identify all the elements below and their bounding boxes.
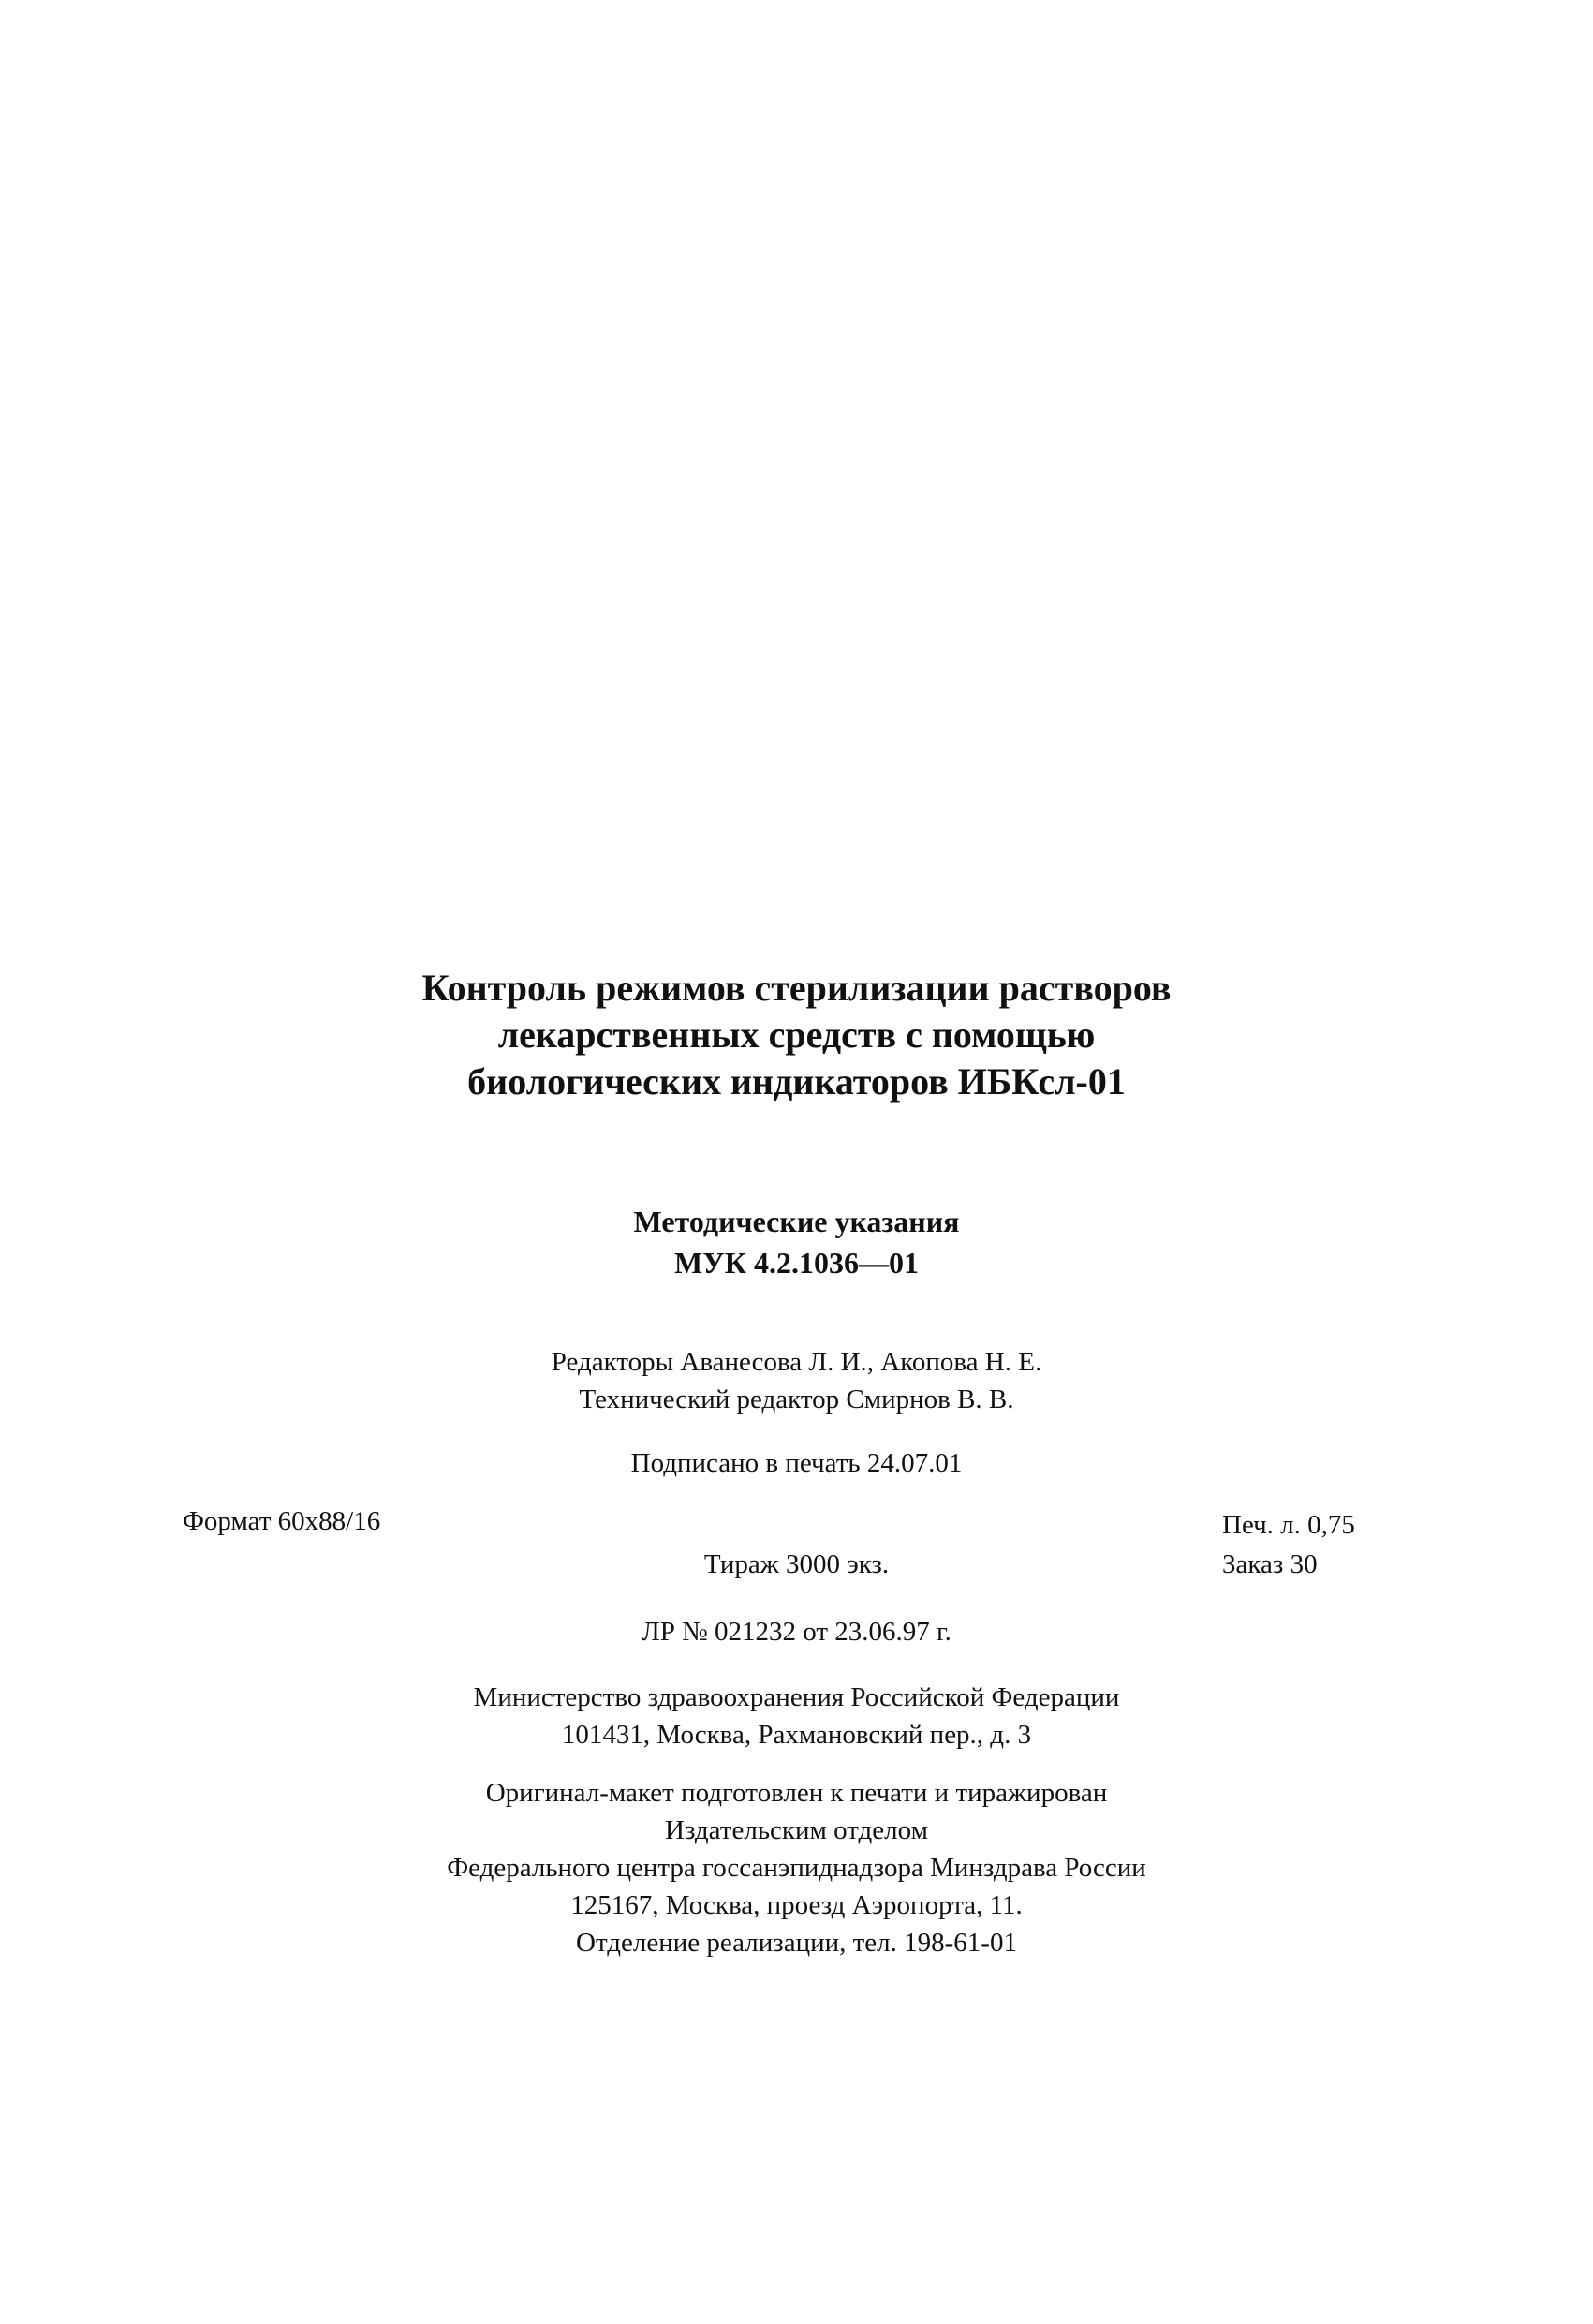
publisher-line-2: Издательским отделом bbox=[665, 1815, 928, 1845]
editors-block bbox=[0, 1343, 1593, 1418]
imprint-print-run-block bbox=[0, 1546, 1593, 1583]
title-line-2: лекарственных средств с помощью bbox=[497, 1014, 1096, 1056]
license-block bbox=[0, 1613, 1593, 1650]
publisher-line-4: 125167, Москва, проезд Аэропорта, 11. bbox=[570, 1890, 1023, 1920]
imprint-order: Заказ 30 bbox=[1222, 1549, 1318, 1579]
imprint-format: Формат 60x88/16 bbox=[183, 1506, 381, 1536]
signed-for-print bbox=[0, 1444, 1593, 1482]
title-line-1: Контроль режимов стерилизации растворов bbox=[421, 967, 1172, 1009]
imprint-print-sheets: Печ. л. 0,75 bbox=[1222, 1510, 1355, 1540]
publisher-line-5: Отделение реализации, тел. 198-61-01 bbox=[576, 1928, 1017, 1958]
document-code: МУК 4.2.1036—01 bbox=[674, 1246, 919, 1280]
ministry-name: Министерство здравоохранения Российской Федерации bbox=[473, 1682, 1120, 1712]
license-number: ЛР № 021232 от 23.06.97 г. bbox=[642, 1617, 951, 1647]
editors: Редакторы Аванесова Л. И., Акопова Н. Е. bbox=[551, 1347, 1042, 1377]
technical-editor: Технический редактор Смирнов В. В. bbox=[579, 1384, 1014, 1414]
document-type: Методические указания bbox=[633, 1205, 960, 1238]
imprint-print-run: Тираж 3000 экз. bbox=[703, 1549, 890, 1579]
ministry-address: 101431, Москва, Рахмановский пер., д. 3 bbox=[561, 1720, 1032, 1750]
document-title bbox=[0, 965, 1593, 1105]
title-line-3: биологических индикаторов ИБКсл-01 bbox=[467, 1060, 1126, 1103]
publisher-block bbox=[0, 1774, 1593, 1961]
publisher-line-1: Оригинал-макет подготовлен к печати и тиражирован bbox=[485, 1778, 1108, 1808]
ministry-block bbox=[0, 1679, 1593, 1754]
document-designation bbox=[0, 1201, 1593, 1283]
signed-for-print-text: Подписано в печать 24.07.01 bbox=[630, 1448, 963, 1478]
publisher-line-3: Федерального центра госсанэпиднадзора Минздрава России bbox=[447, 1853, 1146, 1883]
